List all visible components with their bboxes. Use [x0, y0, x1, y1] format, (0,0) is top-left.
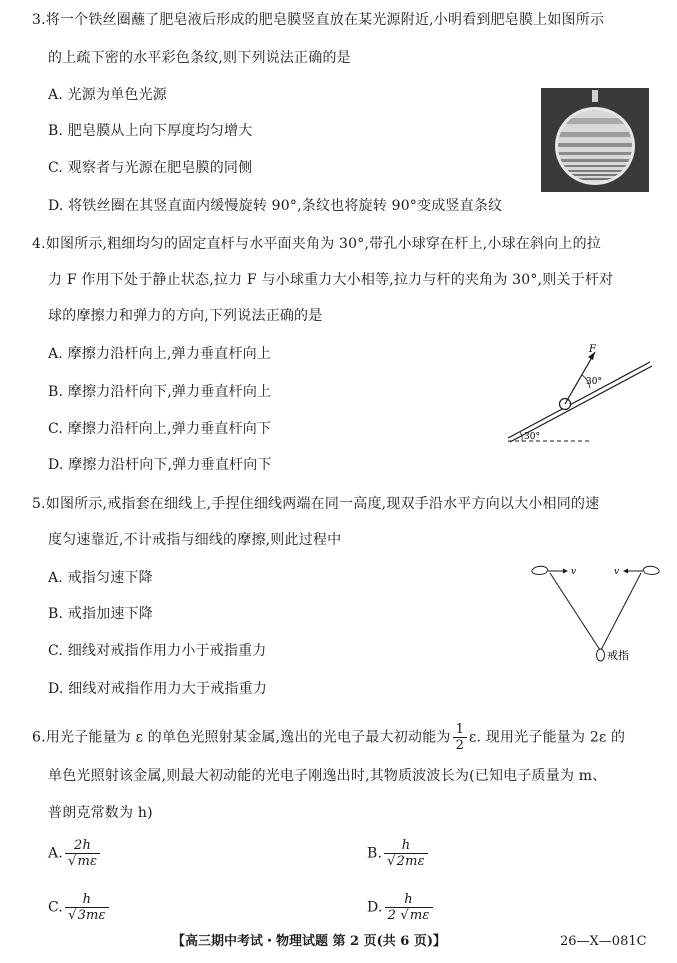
right-hand-icon [643, 566, 659, 574]
left-string [550, 573, 600, 650]
q6-stem-line2: 单色光照射该金属,则最大初动能的光电子刚逸出时,其物质波波长为(已知电子质量为 m、 [48, 768, 607, 784]
left-hand-icon [532, 566, 548, 574]
half-numerator: 1 [453, 722, 467, 738]
force-label: F [589, 344, 596, 355]
q6-stem-line1 [32, 722, 625, 753]
option-numerator: 2h [65, 838, 100, 854]
q6-option-d: D. $\frac{h}{2 √m\varepsilon}$ [367, 892, 435, 923]
q4-option-c: C. 摩擦力沿杆向上,弹力垂直杆向下 [48, 421, 272, 437]
right-velocity-arrowhead [623, 569, 628, 574]
q6-stem-line1-part1: 6.用光子能量为 ε 的单色光照射某金属,逸出的光电子最大初动能为 [32, 729, 451, 746]
q4-option-b: B. 摩擦力沿杆向下,弹力垂直杆向上 [48, 384, 272, 400]
q3-stem-line1: 3.将一个铁丝圈蘸了肥皂液后形成的肥皂膜竖直放在某光源附近,小明看到肥皂膜上如图所示 [32, 12, 605, 28]
q5-option-b: B. 戒指加速下降 [48, 606, 153, 622]
page-footer-title: 【高三期中考试・物理试题 第 2 页(共 6 页)】 [172, 934, 447, 949]
right-string [601, 573, 641, 650]
q3-soap-film-photo [541, 88, 649, 192]
option-label: A. [48, 845, 63, 862]
q3-option-b: B. 肥皂膜从上向下厚度均匀增大 [48, 123, 253, 139]
q3-option-a: A. 光源为单色光源 [48, 87, 168, 103]
q6-stem-line3: 普朗克常数为 h) [48, 805, 153, 821]
option-radicand: 2mε [396, 854, 425, 869]
ring-label: 戒指 [607, 649, 629, 662]
q6-option-c: C. $\frac{h}{√3m\varepsilon}$ [48, 892, 111, 923]
q3-option-c: C. 观察者与光源在肥皂膜的同侧 [48, 160, 253, 176]
q4-stem-line3: 球的摩擦力和弹力的方向,下列说法正确的是 [48, 308, 323, 324]
left-velocity-arrowhead [563, 569, 568, 574]
q4-rod-diagram [500, 340, 660, 448]
q3-option-d: D. 将铁丝圈在其竖直面内缓慢旋转 90°,条纹也将旋转 90°变成竖直条纹 [48, 198, 503, 214]
option-numerator: h [384, 838, 428, 854]
option-radicand: mε [409, 908, 430, 923]
q6-half-fraction [453, 722, 467, 753]
q4-option-d: D. 摩擦力沿杆向下,弹力垂直杆向下 [48, 457, 272, 473]
q5-option-d: D. 细线对戒指作用力大于戒指重力 [48, 681, 268, 697]
angle-label-ground: 30° [524, 432, 540, 442]
q5-option-a: A. 戒指匀速下降 [48, 570, 153, 586]
option-numerator: h [385, 892, 433, 908]
half-denominator: 2 [455, 738, 465, 753]
q6-option-b: B. $\frac{h}{√2m\varepsilon}$ [367, 838, 430, 869]
q6-option-a: A. $\frac{2h}{√m\varepsilon}$ [48, 838, 102, 869]
q4-stem-line2: 力 F 作用下处于静止状态,拉力 F 与小球重力大小相等,拉力与杆的夹角为 30°,则关于杆对 [48, 272, 614, 288]
q4-option-a: A. 摩擦力沿杆向上,弹力垂直杆向上 [48, 346, 272, 362]
page-footer-code: 26—X—081C [560, 934, 647, 949]
q5-option-c: C. 细线对戒指作用力小于戒指重力 [48, 643, 267, 659]
option-numerator: h [65, 892, 109, 908]
option-label: B. [367, 845, 383, 862]
q6-stem-line1-part2: ε. 现用光子能量为 2ε 的 [469, 729, 626, 746]
q5-stem-line1: 5.如图所示,戒指套在细线上,手捏住细线两端在同一高度,现双手沿水平方向以大小相同的速 [32, 496, 600, 512]
right-velocity-label: v [614, 567, 620, 577]
option-label: C. [48, 899, 64, 916]
option-label: D. [367, 899, 383, 916]
q4-stem-line1: 4.如图所示,粗细均匀的固定直杆与水平面夹角为 30°,带孔小球穿在杆上,小球在斜向上的拉 [32, 236, 601, 252]
wire-handle [592, 90, 598, 102]
angle-label-rod: 30° [586, 377, 602, 387]
option-radicand: mε [77, 854, 98, 869]
ring [597, 649, 605, 661]
rod-line-upper [508, 362, 650, 438]
option-radicand: 3mε [77, 908, 106, 923]
q5-stem-line2: 度匀速靠近,不计戒指与细线的摩擦,则此过程中 [48, 532, 342, 548]
q3-stem-line2: 的上疏下密的水平彩色条纹,则下列说法正确的是 [48, 50, 351, 66]
q5-ring-diagram [528, 564, 663, 664]
left-velocity-label: v [571, 567, 577, 577]
